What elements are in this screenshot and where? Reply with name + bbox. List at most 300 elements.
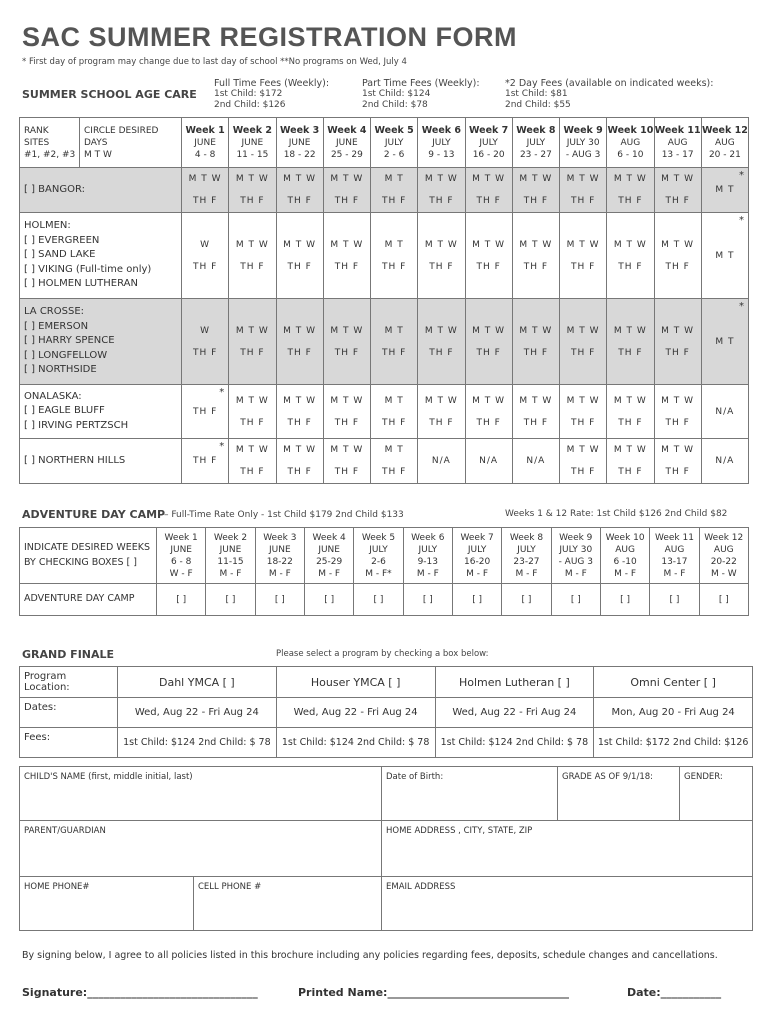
day-options[interactable] (418, 390, 464, 434)
text-line: TH F (570, 417, 596, 428)
day-selector[interactable] (229, 385, 276, 439)
text-line: TH F (429, 417, 454, 428)
day-selector[interactable] (276, 213, 323, 299)
adventure-week-text: JULY (517, 544, 536, 555)
day-options[interactable] (702, 331, 748, 353)
text-line: TH F (381, 417, 407, 428)
adventure-week-text: JULY 30 (559, 544, 593, 555)
finale-fees-3: 1st Child: $124 2nd Child: $ 78 (435, 728, 594, 758)
text-line: TH F (240, 347, 265, 358)
adventure-week-text: 11-15 (217, 556, 244, 567)
text-line: M T W (424, 325, 458, 336)
adventure-week-text: M - F (219, 568, 242, 579)
text-line: [ ] HARRY SPENCE (24, 335, 115, 347)
text-line: M T (384, 445, 404, 455)
day-options[interactable] (182, 168, 228, 212)
day-selector[interactable] (229, 213, 276, 299)
day-options[interactable] (371, 390, 417, 434)
week-month: JUNE (241, 137, 264, 148)
adventure-week-checkbox[interactable]: [ ] (600, 584, 649, 616)
finale-loc-1[interactable]: Dahl YMCA [ ] (118, 667, 277, 698)
site-label[interactable] (20, 168, 182, 213)
day-selector[interactable] (560, 168, 607, 213)
adventure-week-text: Week 7 (460, 532, 494, 543)
day-options[interactable] (371, 168, 417, 212)
printed-name-field[interactable]: Printed Name:_________________________________ (298, 986, 569, 999)
adventure-week-2 (206, 528, 255, 584)
part-time-first-child: 1st Child: $124 (362, 89, 431, 99)
text-line: M T W (519, 325, 553, 336)
text-line: M T W (235, 239, 269, 250)
day-selector[interactable] (654, 385, 701, 439)
day-selector[interactable] (465, 168, 512, 213)
day-options[interactable] (324, 439, 370, 483)
adventure-week-text: 6 - 8 (170, 556, 192, 567)
day-options[interactable] (277, 234, 323, 278)
signature-field[interactable]: Signature:_______________________________ (22, 986, 258, 999)
day-options[interactable] (560, 439, 606, 483)
text-line: TH F (570, 261, 596, 272)
adventure-week-text: 16-20 (464, 556, 491, 567)
text-line: TH F (476, 196, 501, 206)
day-options[interactable] (229, 439, 275, 483)
text-line: M T W (661, 395, 695, 406)
week-month: JUNE (194, 137, 216, 148)
text-line: TH F (618, 417, 643, 428)
day-options[interactable] (513, 390, 559, 434)
week-header-7 (465, 118, 512, 168)
adventure-rate-weeks-1-12: Weeks 1 & 12 Rate: 1st Child $126 2nd Child $82 (505, 509, 728, 519)
school-age-heading: SUMMER SCHOOL AGE CARE (22, 88, 197, 101)
day-options[interactable] (702, 245, 748, 267)
adventure-week-checkbox[interactable]: [ ] (255, 584, 304, 616)
text-line: CIRCLE DESIRED (84, 125, 159, 136)
text-line: M T W (283, 325, 317, 336)
text-line: TH F (523, 347, 549, 358)
day-options[interactable] (560, 390, 606, 434)
week-month: JUNE (336, 137, 358, 148)
day-selector[interactable] (512, 168, 559, 213)
adventure-week-5 (354, 528, 403, 584)
day-options[interactable] (182, 320, 228, 364)
day-options[interactable] (655, 320, 701, 364)
day-selector[interactable] (323, 385, 370, 439)
gender-field[interactable]: GENDER: (680, 767, 753, 821)
site-label[interactable] (20, 299, 182, 385)
form-title: SAC SUMMER REGISTRATION FORM (22, 22, 517, 52)
day-selector[interactable] (323, 213, 370, 299)
text-line: M T W (661, 239, 695, 250)
site-row-1 (20, 168, 749, 213)
day-selector[interactable] (701, 385, 748, 439)
text-line: M T W (424, 395, 458, 406)
day-selector[interactable] (371, 213, 418, 299)
day-selector[interactable] (654, 168, 701, 213)
week-month: AUG (715, 137, 735, 148)
text-line: TH F (334, 417, 360, 428)
adventure-week-text: Week 10 (605, 532, 645, 543)
week-dates: 16 - 20 (472, 149, 505, 160)
day-selector[interactable] (607, 385, 654, 439)
site-label[interactable] (20, 213, 182, 299)
adventure-week-12 (699, 528, 748, 584)
finale-loc-2[interactable]: Houser YMCA [ ] (276, 667, 435, 698)
adventure-week-4 (304, 528, 353, 584)
text-line: N/A (431, 456, 451, 466)
text-line: TH F (287, 261, 312, 272)
day-options[interactable] (466, 450, 512, 472)
day-selector[interactable] (560, 439, 607, 484)
day-options[interactable] (702, 401, 748, 423)
day-options[interactable] (655, 390, 701, 434)
adventure-row-label: ADVENTURE DAY CAMP (20, 584, 157, 616)
text-line: TH F (665, 417, 690, 428)
week-dates: 20 - 21 (708, 149, 741, 160)
day-selector[interactable] (465, 299, 512, 385)
week-dates: 4 - 8 (194, 149, 216, 160)
adventure-week-text: M - F* (365, 568, 392, 579)
text-line: M T W (613, 395, 647, 406)
finale-dates-2: Wed, Aug 22 - Fri Aug 24 (276, 698, 435, 728)
day-options[interactable] (466, 320, 512, 364)
day-options[interactable] (371, 234, 417, 278)
adventure-week-checkbox[interactable]: [ ] (304, 584, 353, 616)
day-options[interactable] (513, 168, 559, 212)
day-selector[interactable] (701, 213, 748, 299)
day-selector[interactable] (512, 213, 559, 299)
day-options[interactable] (607, 168, 653, 212)
full-time-fees-head: Full Time Fees (Weekly): (214, 78, 330, 89)
adventure-week-text: 23-27 (513, 556, 540, 567)
adventure-rate: – Full-Time Rate Only - 1st Child $179 2nd Child $133 (164, 510, 404, 520)
week-header-5 (371, 118, 418, 168)
day-selector[interactable] (323, 168, 370, 213)
day-options[interactable] (277, 439, 323, 483)
day-options[interactable] (655, 439, 701, 483)
adventure-week-text: Week 8 (509, 532, 544, 543)
day-selector[interactable] (229, 168, 276, 213)
grade-field[interactable]: GRADE AS OF 9/1/18: (558, 767, 680, 821)
text-line: M T W (330, 445, 364, 455)
day-options[interactable] (560, 234, 606, 278)
day-selector[interactable] (560, 213, 607, 299)
adventure-week-text: M - F (614, 568, 637, 579)
day-selector[interactable] (182, 168, 229, 213)
finale-dates-4: Mon, Aug 20 - Fri Aug 24 (594, 698, 753, 728)
adventure-week-checkbox[interactable]: [ ] (354, 584, 403, 616)
text-line: M T W (424, 239, 458, 250)
adventure-week-text: M - F (564, 568, 587, 579)
day-selector[interactable] (607, 439, 654, 484)
day-selector[interactable] (465, 385, 512, 439)
adventure-week-text: Week 4 (312, 532, 346, 543)
text-line: TH F (240, 261, 265, 272)
day-options[interactable] (418, 234, 464, 278)
text-line: M T W (661, 325, 695, 336)
site-label[interactable] (20, 439, 182, 484)
text-line: TH F (570, 347, 596, 358)
first-day-note: * First day of program may change due to last day of school **No programs on Wed, July 4 (22, 57, 407, 67)
cell-phone-field[interactable]: CELL PHONE # (194, 877, 382, 931)
text-line: M T (384, 325, 404, 336)
text-line: M T (715, 250, 735, 261)
text-line: M T W (566, 445, 600, 455)
day-options[interactable] (182, 450, 228, 472)
text-line: M T W (472, 395, 506, 406)
text-line: [ ] LONGFELLOW (24, 349, 108, 361)
adventure-week-10 (600, 528, 649, 584)
day-options[interactable] (418, 168, 464, 212)
day-selector[interactable] (465, 439, 512, 484)
day-options[interactable] (277, 320, 323, 364)
text-line: TH F (381, 196, 407, 206)
day-options[interactable] (182, 401, 228, 423)
week-number: Week 3 (279, 124, 320, 136)
adventure-week-checkbox[interactable]: [ ] (157, 584, 206, 616)
finale-fees-2: 1st Child: $124 2nd Child: $ 78 (276, 728, 435, 758)
home-phone-field[interactable]: HOME PHONE# (20, 877, 194, 931)
finale-loc-4[interactable]: Omni Center [ ] (594, 667, 753, 698)
text-line: N/A (479, 456, 499, 466)
day-selector[interactable] (182, 213, 229, 299)
day-selector[interactable] (418, 385, 465, 439)
day-options[interactable] (324, 168, 370, 212)
adventure-week-text: AUG (713, 544, 734, 555)
text-line: W (200, 239, 211, 250)
day-options[interactable] (702, 179, 748, 201)
adventure-week-text: M - F (318, 568, 341, 579)
day-selector[interactable] (607, 299, 654, 385)
text-line: TH F (476, 417, 501, 428)
text-line: TH F (287, 196, 312, 206)
text-line: TH F (334, 467, 360, 477)
text-line: TH F (618, 196, 643, 206)
day-options[interactable] (371, 320, 417, 364)
school-age-table (19, 117, 749, 484)
part-time-second-child: 2nd Child: $78 (362, 100, 428, 110)
text-line: TH F (429, 261, 454, 272)
adventure-week-checkbox[interactable]: [ ] (206, 584, 255, 616)
day-selector[interactable] (418, 299, 465, 385)
day-selector[interactable] (418, 439, 465, 484)
day-selector[interactable] (607, 213, 654, 299)
week-header-8 (512, 118, 559, 168)
adventure-week-3 (255, 528, 304, 584)
day-selector[interactable] (229, 299, 276, 385)
week-header-9 (560, 118, 607, 168)
day-options[interactable] (607, 320, 653, 364)
adventure-week-text: JUNE (318, 544, 340, 555)
adventure-heading: ADVENTURE DAY CAMP (22, 508, 166, 521)
text-line: N/A (526, 456, 546, 466)
adventure-week-text: 2-6 (371, 556, 386, 567)
text-line: ONALASKA: (24, 390, 82, 402)
day-selector[interactable] (371, 299, 418, 385)
text-line: M T (384, 239, 404, 250)
site-label[interactable] (20, 385, 182, 439)
day-options[interactable] (324, 390, 370, 434)
day-options[interactable] (513, 450, 559, 472)
day-selector[interactable] (371, 439, 418, 484)
day-options[interactable] (229, 234, 275, 278)
day-selector[interactable] (323, 299, 370, 385)
day-selector[interactable] (512, 299, 559, 385)
text-line: M T (384, 174, 404, 184)
adventure-week-text: 18-22 (266, 556, 293, 567)
indicate-weeks-label (20, 528, 157, 584)
home-address-field[interactable]: HOME ADDRESS , CITY, STATE, ZIP (382, 821, 753, 877)
day-options[interactable] (513, 320, 559, 364)
adventure-week-9 (551, 528, 600, 584)
day-options[interactable] (418, 450, 464, 472)
week-number: Week 8 (516, 124, 556, 136)
day-options[interactable] (324, 234, 370, 278)
day-selector[interactable] (371, 168, 418, 213)
adventure-week-text: M - F (268, 568, 291, 579)
week-number: Week 9 (563, 124, 603, 136)
circle-days-header (80, 118, 182, 168)
adventure-week-checkbox[interactable]: [ ] (551, 584, 600, 616)
day-selector[interactable] (512, 385, 559, 439)
day-selector[interactable] (418, 213, 465, 299)
day-options[interactable] (655, 168, 701, 212)
day-options[interactable] (513, 234, 559, 278)
week-header-2 (229, 118, 276, 168)
day-selector[interactable] (182, 439, 229, 484)
text-line: [ ] EMERSON (24, 320, 89, 332)
adventure-week-checkbox[interactable]: [ ] (403, 584, 452, 616)
day-selector[interactable] (654, 439, 701, 484)
day-options[interactable] (702, 450, 748, 472)
adventure-week-checkbox[interactable]: [ ] (452, 584, 501, 616)
text-line: M T W (330, 395, 364, 406)
day-selector[interactable] (512, 439, 559, 484)
week-dates: 25 - 29 (330, 149, 363, 160)
finale-row-label: Program Location: (20, 667, 118, 698)
text-line: M T W (472, 174, 506, 184)
text-line: TH F (523, 261, 549, 272)
text-line: TH F (429, 196, 454, 206)
adventure-week-checkbox[interactable]: [ ] (502, 584, 551, 616)
text-line: [ ] EAGLE BLUFF (24, 405, 105, 417)
week-number: Week 10 (607, 124, 654, 136)
email-field[interactable]: EMAIL ADDRESS (382, 877, 753, 931)
day-selector[interactable] (701, 168, 748, 213)
two-day-first-child: 1st Child: $81 (505, 89, 568, 99)
adventure-week-text: - AUG 3 (558, 556, 593, 567)
text-line: M T (715, 185, 735, 195)
text-line: SITES (24, 137, 50, 148)
text-line: HOLMEN: (24, 220, 71, 232)
adventure-table (19, 527, 749, 616)
text-line: TH F (287, 417, 312, 428)
day-selector[interactable] (560, 385, 607, 439)
day-selector[interactable] (229, 439, 276, 484)
adventure-week-11 (650, 528, 699, 584)
day-options[interactable] (324, 320, 370, 364)
day-selector[interactable] (276, 439, 323, 484)
day-options[interactable] (466, 390, 512, 434)
text-line: M T W (84, 149, 112, 160)
school-age-header-row (20, 118, 749, 168)
day-options[interactable] (277, 168, 323, 212)
site-row-5 (20, 439, 749, 484)
day-options[interactable] (466, 234, 512, 278)
text-line: M T W (235, 174, 269, 184)
day-options[interactable] (560, 168, 606, 212)
text-line: [ ] HOLMEN LUTHERAN (24, 278, 138, 290)
day-options[interactable] (607, 439, 653, 483)
day-selector[interactable] (607, 168, 654, 213)
day-selector[interactable] (323, 439, 370, 484)
week-number: Week 12 (701, 124, 748, 136)
child-name-field[interactable]: CHILD'S NAME (first, middle initial, last) (20, 767, 382, 821)
day-options[interactable] (371, 439, 417, 483)
text-line: M T W (613, 174, 647, 184)
day-options[interactable] (607, 390, 653, 434)
day-selector[interactable] (276, 299, 323, 385)
day-selector[interactable] (182, 385, 229, 439)
child-info-table (19, 766, 753, 931)
adventure-week-text: Week 9 (559, 532, 593, 543)
text-line: M T W (613, 325, 647, 336)
adventure-week-text: Week 12 (704, 532, 744, 543)
day-selector[interactable] (276, 168, 323, 213)
adventure-week-checkbox[interactable]: [ ] (699, 584, 748, 616)
adventure-week-text: Week 6 (411, 532, 445, 543)
asterisk: * (219, 441, 225, 452)
day-selector[interactable] (654, 299, 701, 385)
text-line: TH F (192, 196, 218, 206)
day-options[interactable] (607, 234, 653, 278)
parent-guardian-field[interactable]: PARENT/GUARDIAN (20, 821, 382, 877)
day-options[interactable] (655, 234, 701, 278)
part-time-fees-head: Part Time Fees (Weekly): (362, 78, 480, 89)
day-options[interactable] (182, 234, 228, 278)
day-selector[interactable] (182, 299, 229, 385)
text-line: TH F (240, 467, 265, 477)
day-options[interactable] (229, 390, 275, 434)
day-options[interactable] (560, 320, 606, 364)
day-selector[interactable] (701, 299, 748, 385)
day-selector[interactable] (560, 299, 607, 385)
text-line: M T W (661, 174, 695, 184)
adventure-week-checkbox[interactable]: [ ] (650, 584, 699, 616)
text-line: [ ] BANGOR: (24, 183, 85, 195)
day-options[interactable] (277, 390, 323, 434)
day-options[interactable] (229, 320, 275, 364)
day-selector[interactable] (276, 385, 323, 439)
rank-sites-header (20, 118, 80, 168)
day-selector[interactable] (465, 213, 512, 299)
finale-loc-3[interactable]: Holmen Lutheran [ ] (435, 667, 594, 698)
week-month: JULY (526, 137, 546, 148)
finale-row-loc (20, 667, 753, 698)
finale-row-label: Dates: (20, 698, 118, 728)
day-selector[interactable] (418, 168, 465, 213)
day-selector[interactable] (654, 213, 701, 299)
adventure-week-text: JULY (369, 544, 388, 555)
date-of-birth-field[interactable]: Date of Birth: (382, 767, 558, 821)
adventure-week-text: 25-29 (316, 556, 343, 567)
day-selector[interactable] (701, 439, 748, 484)
text-line: TH F (665, 467, 690, 477)
day-options[interactable] (418, 320, 464, 364)
day-options[interactable] (229, 168, 275, 212)
day-selector[interactable] (371, 385, 418, 439)
day-options[interactable] (466, 168, 512, 212)
date-field[interactable]: Date:___________ (627, 986, 722, 999)
